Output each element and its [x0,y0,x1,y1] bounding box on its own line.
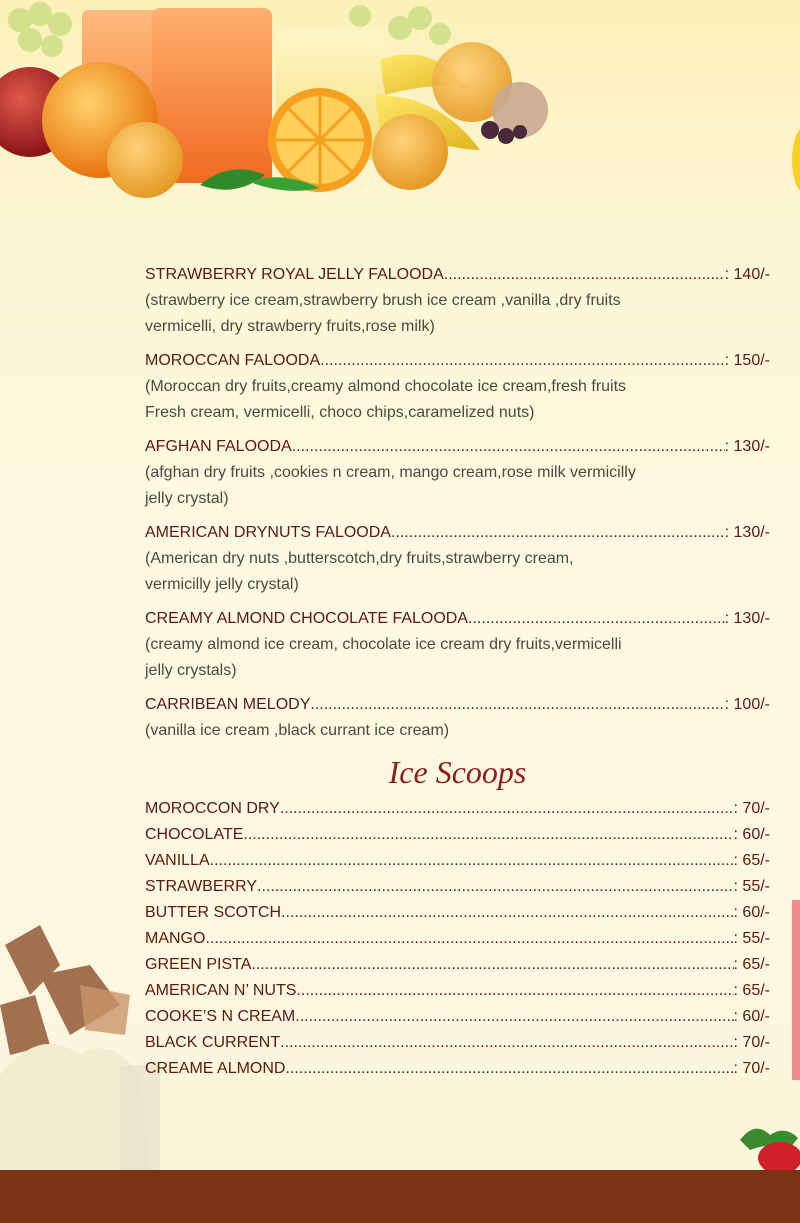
item-price: : 140/- [724,266,770,283]
item-description: (Moroccan dry fruits,creamy almond chocolate ice cream,fresh fruits Fresh cream, vermicelli, choco chips,caramelized nuts) [145,378,627,421]
item-name: CHOCOLATE [145,826,244,843]
item-name: BLACK CURRENT [145,1034,281,1051]
ice-scoops-section [145,796,770,1082]
leader-dots [444,262,725,288]
list-item [145,796,770,822]
item-price: : 150/- [724,352,770,369]
item-price: : 70/- [733,800,770,817]
leader-dots [296,978,733,1004]
item-name: AMERICAN DRYNUTS FALOODA [145,524,391,541]
item-name: GREEN PISTA [145,956,252,973]
item-price: : 60/- [733,826,770,843]
list-item [145,606,770,684]
item-name: STRAWBERRY ROYAL JELLY FALOODA [145,266,444,283]
list-item [145,262,770,340]
item-name: AMERICAN N’ NUTS [145,982,297,999]
leader-dots [280,1030,733,1056]
item-name: CARRIBEAN MELODY [145,696,311,713]
item-price: : 130/- [724,524,770,541]
list-item [145,978,770,1004]
strawberry-illustration [730,1120,800,1170]
list-item [145,434,770,512]
item-price: : 60/- [733,904,770,921]
item-price: : 65/- [733,982,770,999]
list-item [145,520,770,598]
list-item [145,926,770,952]
leader-dots [280,796,734,822]
item-price: : 100/- [724,696,770,713]
leader-dots [285,1056,733,1082]
leader-dots [243,822,733,848]
item-price: : 70/- [733,1060,770,1077]
footer-band [0,1170,800,1223]
leader-dots [292,434,725,460]
item-price: : 60/- [733,1008,770,1025]
pink-drink-illustration [788,900,800,1080]
item-name: CREAMY ALMOND CHOCOLATE FALOODA [145,610,469,627]
leader-dots [295,1004,733,1030]
list-item [145,1004,770,1030]
lemon-illustration [780,120,800,200]
item-name: MOROCCAN FALOODA [145,352,321,369]
list-item [145,822,770,848]
list-item [145,1030,770,1056]
section-title-ice-scoops: Ice Scoops [388,754,527,790]
leader-dots [251,952,733,978]
item-price: : 130/- [724,438,770,455]
item-name: VANILLA [145,852,210,869]
list-item [145,952,770,978]
item-name: MOROCCON DRY [145,800,280,817]
list-item [145,848,770,874]
list-item [145,1056,770,1082]
item-name: AFGHAN FALOODA [145,438,292,455]
item-name: MANGO [145,930,206,947]
leader-dots [320,348,725,374]
item-description: (American dry nuts ,butterscotch,dry fruits,strawberry cream, vermicilly jelly crystal) [145,550,574,593]
item-price: : 65/- [733,852,770,869]
list-item [145,348,770,426]
leader-dots [391,520,725,546]
item-price: : 130/- [724,610,770,627]
item-name: BUTTER SCOTCH [145,904,281,921]
item-price: : 65/- [733,956,770,973]
leader-dots [205,926,733,952]
item-price: : 55/- [733,878,770,895]
item-description: (vanilla ice cream ,black currant ice cream) [145,722,450,739]
item-name: STRAWBERRY [145,878,258,895]
list-item [145,692,770,744]
item-price: : 70/- [733,1034,770,1051]
leader-dots [257,874,734,900]
menu-list [145,262,770,1082]
item-description: (afghan dry fruits ,cookies n cream, mango cream,rose milk vermicilly jelly crystal) [145,464,636,507]
leader-dots [281,900,734,926]
item-price: : 55/- [733,930,770,947]
leader-dots [468,606,725,632]
fruit-juice-illustration [0,0,600,205]
list-item [145,900,770,926]
leader-dots [310,692,724,718]
item-description: (creamy almond ice cream, chocolate ice cream dry fruits,vermicelli jelly crystals) [145,636,622,679]
leader-dots [210,848,734,874]
list-item [145,874,770,900]
item-description: (strawberry ice cream,strawberry brush ice cream ,vanilla ,dry fruits vermicelli, dry strawberry fruits,rose milk) [145,292,621,335]
falooda-section [145,262,770,744]
item-name: CREAME ALMOND [145,1060,286,1077]
item-name: COOKE’S N CREAM [145,1008,296,1025]
